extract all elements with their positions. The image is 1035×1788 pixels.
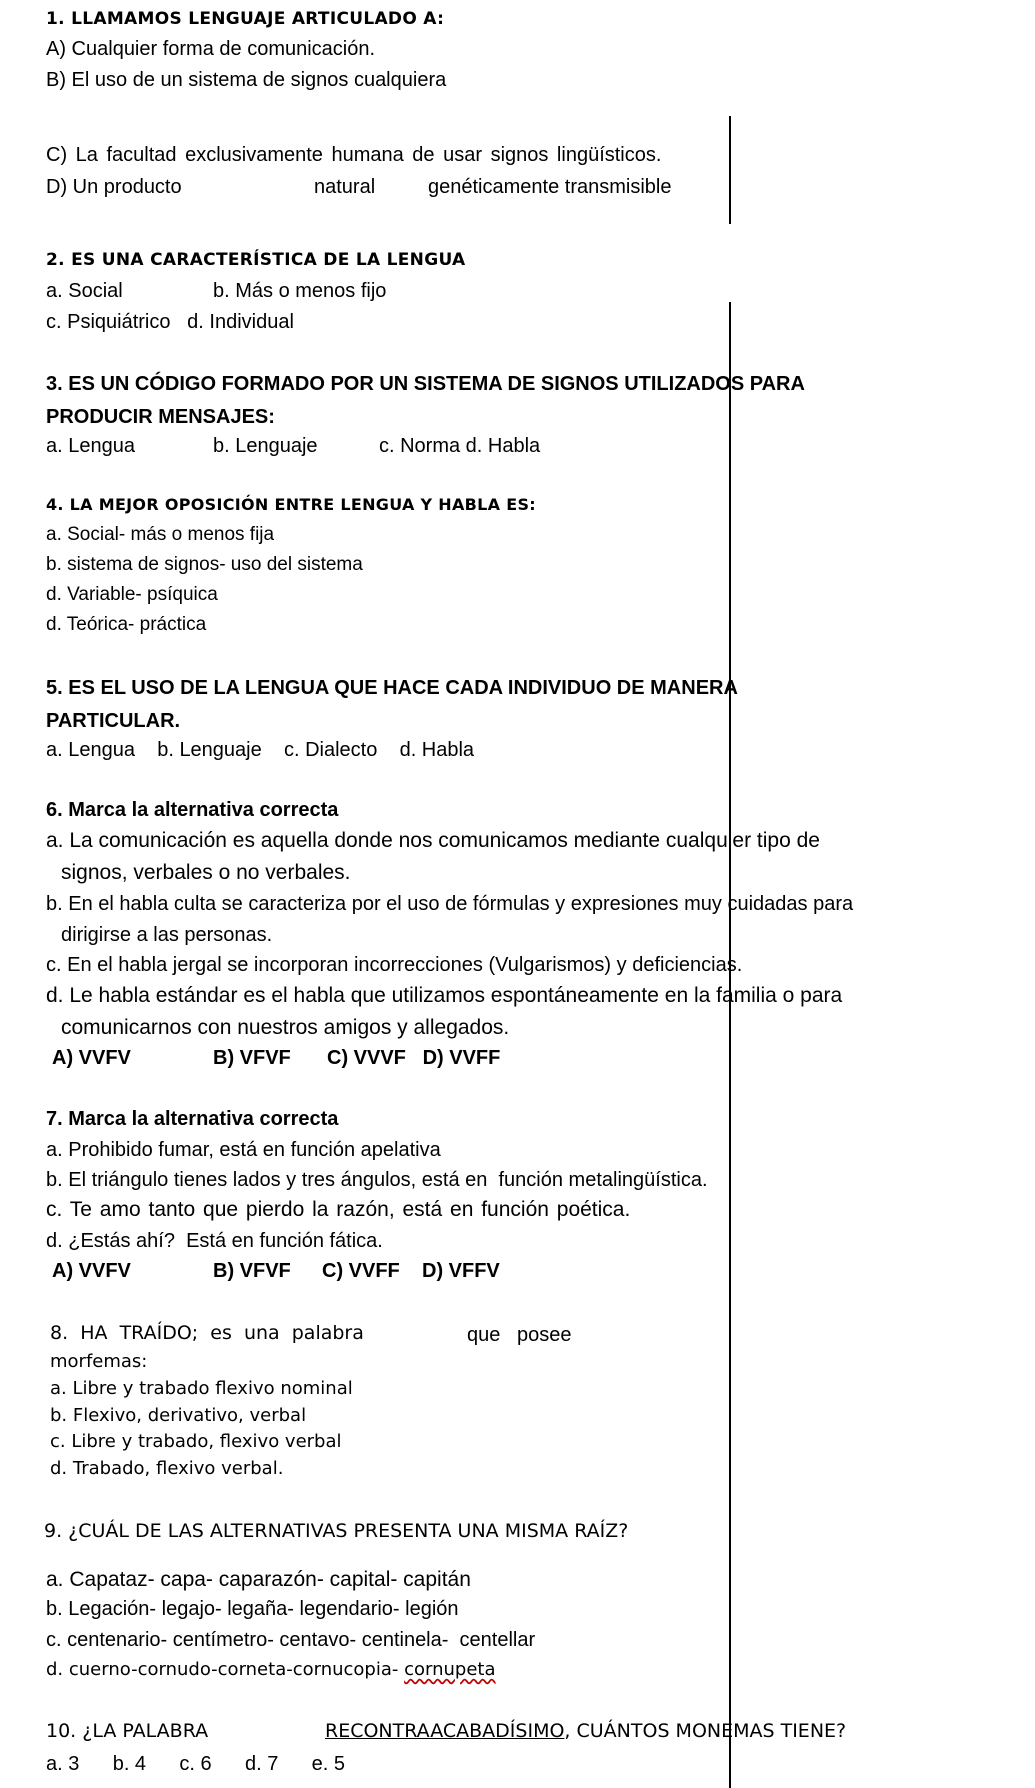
q7-option-a: a. Prohibido fumar, está en función apelativa (46, 1139, 441, 1161)
q5-options: a. Lengua b. Lenguaje c. Dialecto d. Habla (46, 739, 475, 761)
q10-title-prefix: 10. ¿LA PALABRA (46, 1720, 209, 1742)
vertical-rule-top (729, 116, 731, 224)
q3-title-line1: 3. ES UN CÓDIGO FORMADO POR UN SISTEMA DE SIGNOS UTILIZADOS PARA (46, 373, 805, 395)
q6-option-b-line1: b. En el habla culta se caracteriza por el uso de fórmulas y expresiones muy cuidadas para (46, 893, 854, 915)
q9-option-d (46, 1658, 496, 1682)
q7-option-d: d. ¿Estás ahí? Está en función fática. (46, 1230, 383, 1252)
q3-options-cd: c. Norma d. Habla (379, 435, 541, 457)
q8-title-part2: que posee (467, 1324, 572, 1346)
q10-title-rest (325, 1719, 846, 1743)
q6-option-d-line2: comunicarnos con nuestros amigos y allegados. (61, 1016, 510, 1039)
q2-option-a: a. Social (46, 280, 123, 302)
q9-option-a: a. Capataz- capa- caparazón- capital- capitán (46, 1568, 471, 1591)
q7-title: 7. Marca la alternativa correcta (46, 1108, 339, 1130)
q7-answer-b: B) VFVF (213, 1260, 291, 1282)
q10-options: a. 3 b. 4 c. 6 d. 7 e. 5 (46, 1753, 346, 1775)
q6-answers-cd: C) VVVF D) VVFF (327, 1047, 501, 1069)
q5-title-line2: PARTICULAR. (46, 710, 181, 732)
q2-title: 2. ES UNA CARACTERÍSTICA DE LA LENGUA (46, 250, 466, 270)
q6-option-c: c. En el habla jergal se incorporan incorrecciones (Vulgarismos) y deficiencias. (46, 954, 743, 976)
q3-title-line2: PRODUCIR MENSAJES: (46, 406, 275, 428)
q8-option-c: c. Libre y trabado, flexivo verbal (50, 1431, 342, 1452)
q6-title: 6. Marca la alternativa correcta (46, 799, 339, 821)
q4-option-b: b. sistema de signos- uso del sistema (46, 554, 363, 575)
q9-title: 9. ¿CUÁL DE LAS ALTERNATIVAS PRESENTA UNA MISMA RAÍZ? (44, 1520, 629, 1542)
q6-option-d-line1: d. Le habla estándar es el habla que utilizamos espontáneamente en la familia o para (46, 984, 843, 1007)
q7-option-c: c. Te amo tanto que pierdo la razón, está en función poética. (46, 1198, 631, 1221)
q3-option-b: b. Lenguaje (213, 435, 318, 457)
q6-answer-b: B) VFVF (213, 1047, 291, 1069)
q1-option-d-part3: genéticamente transmisible (428, 176, 672, 198)
q6-option-b-line2: dirigirse a las personas. (61, 924, 273, 946)
q8-option-b: b. Flexivo, derivativo, verbal (50, 1405, 307, 1426)
q1-option-d-part2: natural (314, 176, 376, 198)
vertical-rule-main (729, 302, 731, 1788)
q4-option-a: a. Social- más o menos fija (46, 524, 275, 545)
q1-option-c: C) La facultad exclusivamente humana de usar signos lingüísticos. (46, 144, 662, 166)
q9-option-d-misspelled-word: cornupeta (404, 1659, 496, 1680)
q1-option-d-part1: D) Un producto (46, 176, 182, 198)
q2-option-b: b. Más o menos fijo (213, 280, 387, 302)
q4-title: 4. LA MEJOR OPOSICIÓN ENTRE LENGUA Y HABLA ES: (46, 495, 536, 514)
q8-title-line2: morfemas: (50, 1351, 148, 1372)
q3-option-a: a. Lengua (46, 435, 135, 457)
q7-option-b: b. El triángulo tienes lados y tres ángulos, está en función metalingüística. (46, 1169, 708, 1191)
q6-answer-a: A) VVFV (52, 1047, 131, 1069)
q8-option-a: a. Libre y trabado flexivo nominal (50, 1378, 353, 1399)
q8-title-part1: 8. HA TRAÍDO; es una palabra (50, 1322, 364, 1344)
q6-option-a-line2: signos, verbales o no verbales. (61, 861, 351, 884)
q1-option-b: B) El uso de un sistema de signos cualquiera (46, 69, 447, 91)
q10-underlined-word: RECONTRAACABADÍSIMO (325, 1720, 565, 1742)
q9-option-b: b. Legación- legajo- legaña- legendario- legión (46, 1598, 459, 1620)
q10-title-suffix: , CUÁNTOS MONEMAS TIENE? (564, 1720, 847, 1742)
q1-option-a: A) Cualquier forma de comunicación. (46, 38, 376, 60)
q8-option-d: d. Trabado, flexivo verbal. (50, 1458, 284, 1479)
q6-option-a-line1: a. La comunicación es aquella donde nos comunicamos mediante cualquier tipo de (46, 829, 820, 852)
q7-answers-cd: C) VVFF D) VFFV (322, 1260, 500, 1282)
q9-option-c: c. centenario- centímetro- centavo- centinela- centellar (46, 1629, 536, 1651)
q7-answer-a: A) VVFV (52, 1260, 131, 1282)
q1-title: 1. LLAMAMOS LENGUAJE ARTICULADO A: (46, 9, 445, 29)
q4-option-d: d. Teórica- práctica (46, 614, 207, 635)
q4-option-c: d. Variable- psíquica (46, 584, 218, 605)
q2-options-cd: c. Psiquiátrico d. Individual (46, 311, 294, 333)
q5-title-line1: 5. ES EL USO DE LA LENGUA QUE HACE CADA INDIVIDUO DE MANERA (46, 677, 738, 699)
q9-option-d-text: d. cuerno-cornudo-corneta-cornucopia- (46, 1659, 405, 1680)
